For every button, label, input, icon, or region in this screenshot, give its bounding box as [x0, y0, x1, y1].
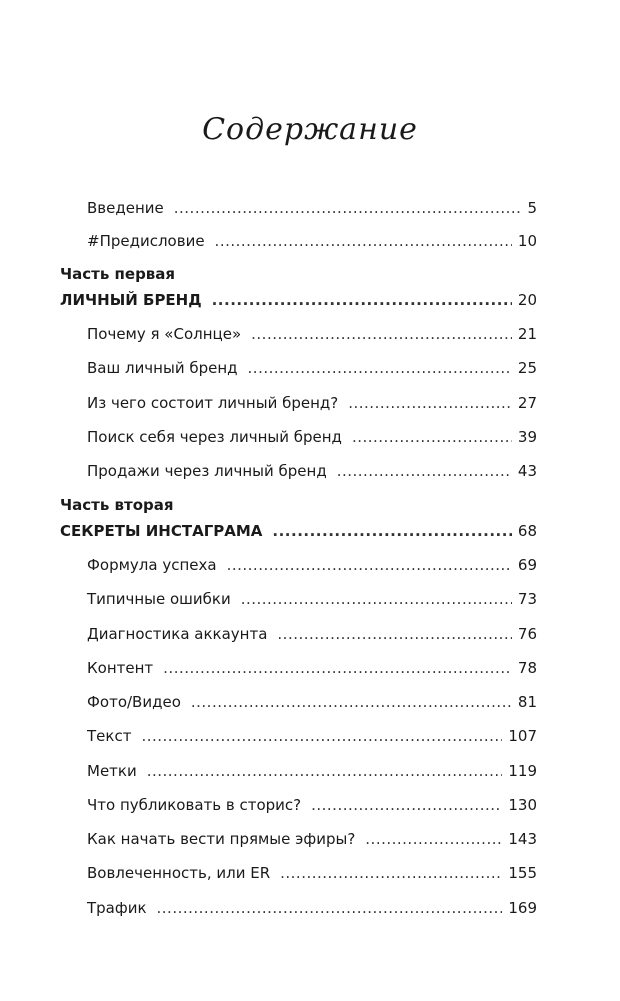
page-title: Содержание	[202, 112, 418, 147]
toc-entry[interactable]	[87, 392, 537, 414]
toc-entry[interactable]	[87, 691, 537, 713]
dot-leader	[141, 725, 502, 747]
dot-leader	[272, 520, 512, 542]
toc-entry[interactable]	[87, 357, 537, 379]
part1-title: ЛИЧНЫЙ БРЕНД	[60, 291, 202, 309]
toc-entry-page: 143	[508, 830, 537, 848]
toc-entry-label: Из чего состоит личный бренд?	[87, 394, 339, 412]
part2-title: СЕКРЕТЫ ИНСТАГРАМА	[60, 522, 263, 540]
toc-entry-page: 155	[508, 864, 537, 882]
dot-leader	[280, 862, 502, 884]
dot-leader	[311, 794, 502, 816]
toc-entry-label: Вовлеченность, или ER	[87, 864, 271, 882]
dot-leader	[248, 357, 512, 379]
part1-title-entry[interactable]	[60, 289, 537, 311]
toc-entry[interactable]	[87, 794, 537, 816]
toc-entry-page: 25	[517, 359, 537, 377]
dot-leader	[174, 197, 522, 219]
toc-entry-label: #Предисловие	[87, 232, 205, 250]
toc-entry-label: Введение	[87, 199, 164, 217]
dot-leader	[365, 828, 502, 850]
dot-leader	[277, 623, 512, 645]
toc-entry-label: Контент	[87, 659, 154, 677]
toc-entry-label: Формула успеха	[87, 556, 217, 574]
dot-leader	[157, 897, 503, 919]
toc-entry-page: 10	[517, 232, 537, 250]
part2-heading: Часть вторая	[60, 496, 174, 514]
dot-leader	[348, 392, 512, 414]
toc-entry-page: 39	[517, 428, 537, 446]
toc-entry-label: Почему я «Солнце»	[87, 325, 242, 343]
toc-entry-page: 21	[517, 325, 537, 343]
dot-leader	[163, 657, 512, 679]
toc-entry-page: 130	[508, 796, 537, 814]
toc-entry[interactable]	[87, 426, 537, 448]
toc-entry[interactable]	[87, 197, 537, 219]
toc-entry-label: Текст	[87, 727, 132, 745]
toc-entry-label: Как начать вести прямые эфиры?	[87, 830, 356, 848]
toc-entry[interactable]	[87, 554, 537, 576]
toc-entry-label: Ваш личный бренд	[87, 359, 238, 377]
toc-entry[interactable]	[87, 588, 537, 610]
toc-entry[interactable]	[87, 897, 537, 919]
dot-leader	[215, 230, 512, 252]
toc-entry[interactable]	[87, 657, 537, 679]
dot-leader	[227, 554, 512, 576]
toc-entry-page: 119	[508, 762, 537, 780]
toc-entry-page: 69	[517, 556, 537, 574]
toc-entry-page: 169	[508, 899, 537, 917]
toc-entry[interactable]	[87, 760, 537, 782]
dot-leader	[147, 760, 503, 782]
dot-leader	[191, 691, 512, 713]
toc-entry-label: Фото/Видео	[87, 693, 181, 711]
toc-entry-label: Метки	[87, 762, 137, 780]
toc-entry-page: 81	[517, 693, 537, 711]
toc-entry-label: Что публиковать в сторис?	[87, 796, 302, 814]
toc-entry-label: Трафик	[87, 899, 147, 917]
toc-entry-page: 78	[517, 659, 537, 677]
toc-entry[interactable]	[87, 323, 537, 345]
toc-entry-page: 5	[527, 199, 537, 217]
toc-entry-label: Поиск себя через личный бренд	[87, 428, 342, 446]
part1-page: 20	[517, 291, 537, 309]
dot-leader	[352, 426, 512, 448]
toc-entry[interactable]	[87, 828, 537, 850]
toc-entry[interactable]	[87, 230, 537, 252]
toc-entry-page: 107	[508, 727, 537, 745]
dot-leader	[212, 289, 512, 311]
toc-entry-label: Типичные ошибки	[87, 590, 231, 608]
dot-leader	[251, 323, 512, 345]
part2-page: 68	[517, 522, 537, 540]
toc-entry-page: 27	[517, 394, 537, 412]
toc-entry[interactable]	[87, 725, 537, 747]
toc-entry-label: Диагностика аккаунта	[87, 625, 268, 643]
dot-leader	[337, 460, 512, 482]
toc-entry[interactable]	[87, 862, 537, 884]
toc-entry-page: 76	[517, 625, 537, 643]
part1-heading: Часть первая	[60, 265, 176, 283]
part2-title-entry[interactable]	[60, 520, 537, 542]
toc-entry-page: 73	[517, 590, 537, 608]
dot-leader	[241, 588, 512, 610]
toc-entry-page: 43	[517, 462, 537, 480]
toc-entry[interactable]	[87, 460, 537, 482]
toc-entry-label: Продажи через личный бренд	[87, 462, 327, 480]
toc-entry[interactable]	[87, 623, 537, 645]
